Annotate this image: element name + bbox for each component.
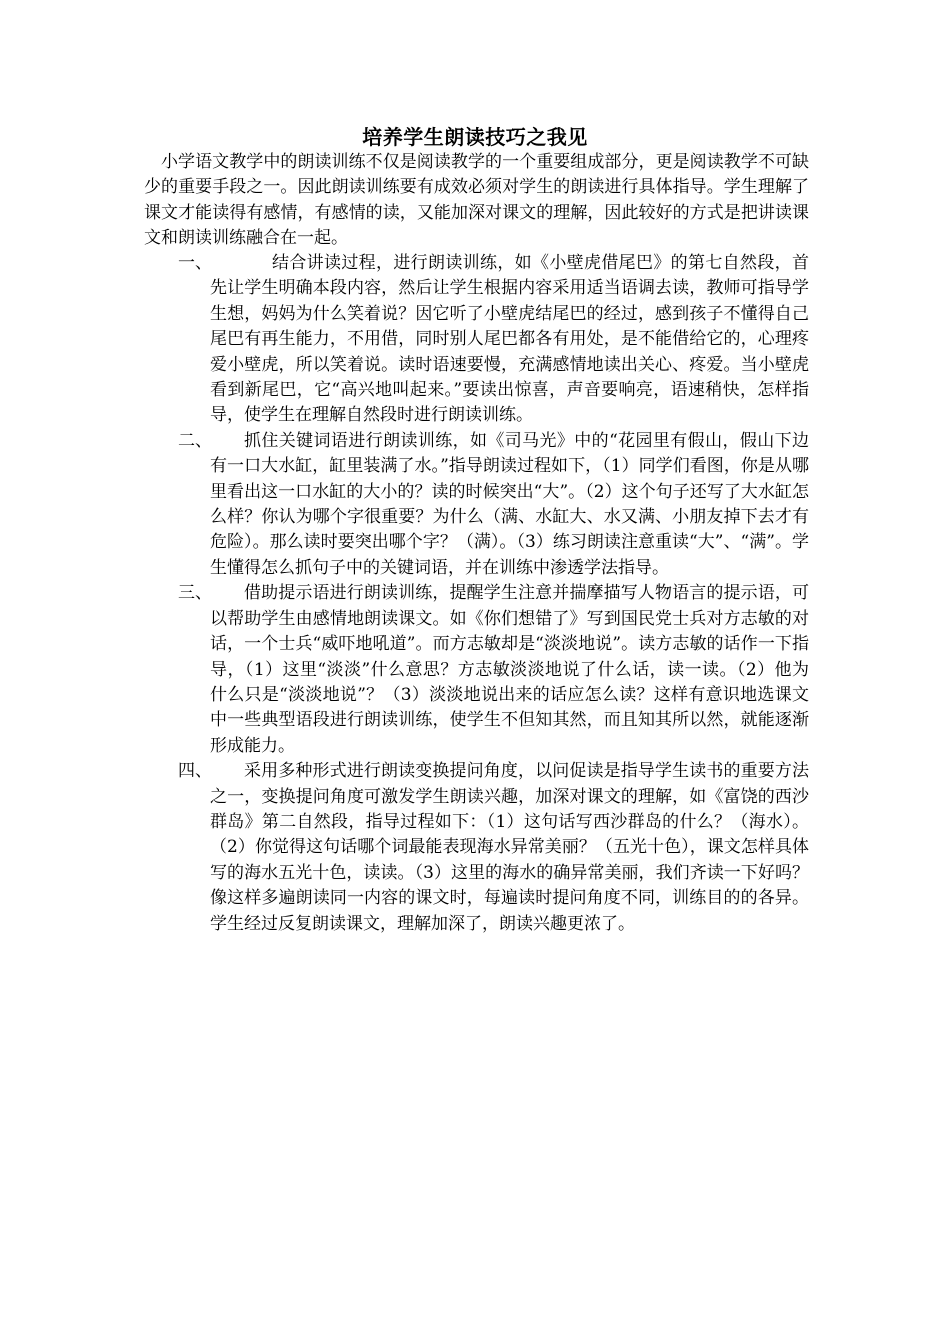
document-title: 培养学生朗读技巧之我见 bbox=[362, 125, 588, 149]
list-item-text: 采用多种形式进行朗读变换提问角度，以问促读是指导学生读书的重要方法之一，变换提问角度可激发学生朗读兴趣，加深对课文的理解，如《富饶的西沙群岛》第二自然段，指导过程如下：（1）这句话写西沙群岛的什么？（海水）。（2）你觉得这句话哪个词最能表现海水异常美丽？（五光十色），课文怎样具体写的海水五光十色，读读。（3）这里的海水的确异常美丽，我们齐读一下好吗？像这样多遍朗读同一内容的课文时，每遍读时提问角度不同，训练目的的各异。学生经过反复朗读课文，理解加深了，朗读兴趣更浓了。 bbox=[210, 761, 809, 934]
numbered-list bbox=[144, 251, 809, 937]
list-item-2 bbox=[144, 429, 809, 581]
list-item-4 bbox=[144, 759, 809, 937]
intro-paragraph: 小学语文教学中的朗读训练不仅是阅读教学的一个重要组成部分，更是阅读教学不可缺少的重要手段之一。因此朗读训练要有成效必须对学生的朗读进行具体指导。学生理解了课文才能读得有感情，有感情的读，又能加深对课文的理解，因此较好的方式是把讲读课文和朗读训练融合在一起。 bbox=[144, 152, 809, 249]
list-item-3 bbox=[144, 581, 809, 759]
list-item-marker: 二、 bbox=[178, 430, 212, 451]
list-item-marker: 三、 bbox=[178, 583, 212, 604]
list-item-text: 借助提示语进行朗读训练，提醒学生注意并揣摩描写人物语言的提示语，可以帮助学生由感情地朗读课文。如《你们想错了》写到国民党士兵对方志敏的对话，一个士兵“威吓地吼道”。而方志敏却是“淡淡地说”。读方志敏的话作一下指导，（1）这里“淡淡”什么意思？方志敏淡淡地说了什么话，读一读。（2）他为什么只是“淡淡地说”？（3）淡淡地说出来的话应怎么读？这样有意识地选课文中一些典型语段进行朗读训练，使学生不但知其然，而且知其所以然，就能逐渐形成能力。 bbox=[210, 583, 809, 756]
list-item-marker: 四、 bbox=[178, 761, 212, 782]
list-item-text: 抓住关键词语进行朗读训练，如《司马光》中的“花园里有假山，假山下边有一口大水缸，缸里装满了水。”指导朗读过程如下，（1）同学们看图，你是从哪里看出这一口水缸的大小的？读的时候突出“大”。（2）这个句子还写了大水缸怎么样？你认为哪个字很重要？为什么（满、水缸大、水又满、小朋友掉下去才有危险）。那么读时要突出哪个字？（满）。（3）练习朗读注意重读“大”、“满”。学生懂得怎么抓句子中的关键词语，并在训练中渗透学法指导。 bbox=[210, 430, 809, 578]
list-item-1 bbox=[144, 251, 809, 429]
list-item-marker: 一、 bbox=[178, 253, 212, 273]
list-item-text: 结合讲读过程，进行朗读训练，如《小壁虎借尾巴》的第七自然段，首先让学生明确本段内容，然后让学生根据内容采用适当语调去读，教师可指导学生想，妈妈为什么笑着说？因它听了小壁虎结尾巴的经过，感到孩子不懂得自己尾巴有再生能力，不用借，同时别人尾巴都各有用处，是不能借给它的，心理疼爱小壁虎，所以笑着说。读时语速要慢，充满感情地读出关心、疼爱。当小壁虎看到新尾巴，它“高兴地叫起来。”要读出惊喜，声音要响亮，语速稍快，怎样指导，使学生在理解自然段时进行朗读训练。 bbox=[210, 253, 809, 426]
